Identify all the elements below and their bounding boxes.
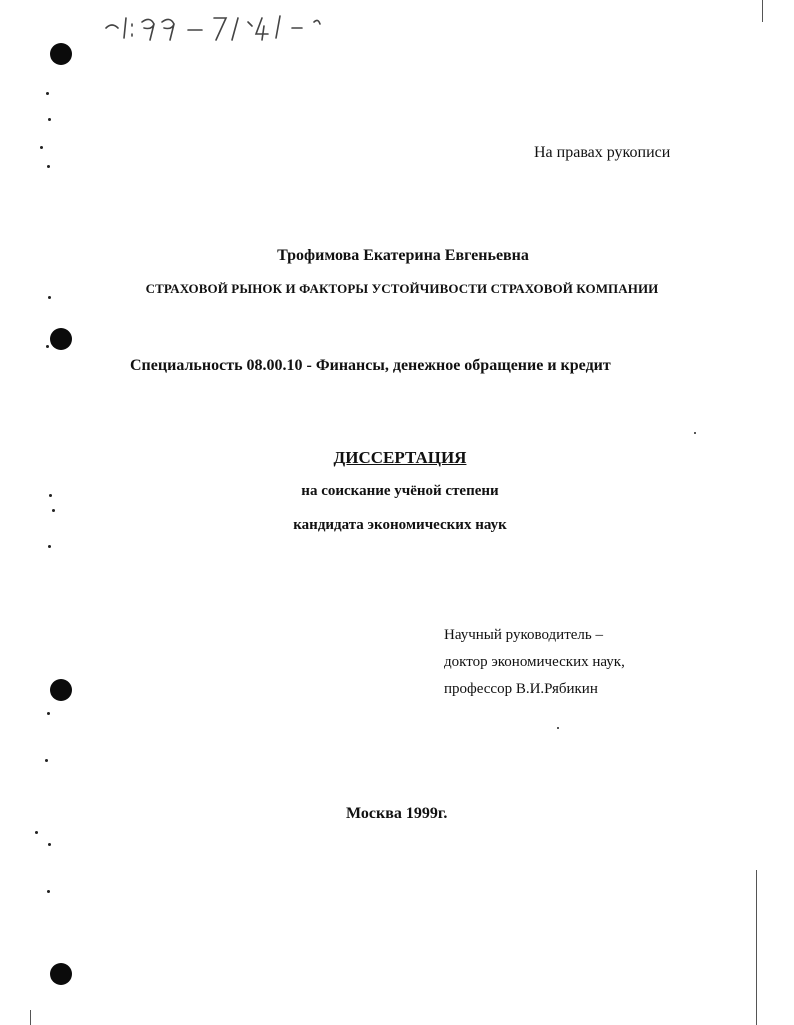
scan-speck: [557, 727, 559, 729]
scan-edge-line: [762, 0, 763, 22]
scan-speck: [52, 509, 55, 512]
scan-edge-line: [30, 1010, 31, 1025]
scan-speck: [46, 92, 49, 95]
supervisor-line-1: Научный руководитель –: [444, 627, 603, 643]
binder-hole: [50, 963, 72, 985]
handwritten-catalog-number: [102, 8, 362, 44]
supervisor-line-3: профессор В.И.Рябикин: [444, 681, 598, 697]
supervisor-line-2: доктор экономических наук,: [444, 654, 625, 670]
document-type-heading: ДИССЕРТАЦИЯ: [333, 448, 467, 467]
scan-speck: [40, 146, 43, 149]
scan-speck: [47, 890, 50, 893]
degree-line-2: кандидата экономических наук: [293, 517, 507, 533]
degree-line-1: на соискание учёной степени: [301, 483, 499, 499]
scan-speck: [48, 118, 51, 121]
city-year: Москва 1999г.: [346, 805, 448, 822]
scan-speck: [48, 545, 51, 548]
scan-speck: [35, 831, 38, 834]
scan-speck: [47, 712, 50, 715]
scan-edge-line: [756, 870, 757, 1025]
scan-speck: [47, 165, 50, 168]
scan-speck: [45, 759, 48, 762]
binder-hole: [50, 43, 72, 65]
dissertation-title: СТРАХОВОЙ РЫНОК И ФАКТОРЫ УСТОЙЧИВОСТИ СТРАХОВОЙ КОМПАНИИ: [145, 281, 659, 296]
author-name: Трофимова Екатерина Евгеньевна: [277, 247, 529, 264]
scan-speck: [46, 345, 49, 348]
scan-speck: [48, 843, 51, 846]
binder-hole: [50, 679, 72, 701]
rights-note: На правах рукописи: [534, 144, 671, 161]
scan-speck: [694, 432, 696, 434]
specialty-line: Специальность 08.00.10 - Финансы, денежное обращение и кредит: [130, 357, 611, 374]
binder-hole: [50, 328, 72, 350]
